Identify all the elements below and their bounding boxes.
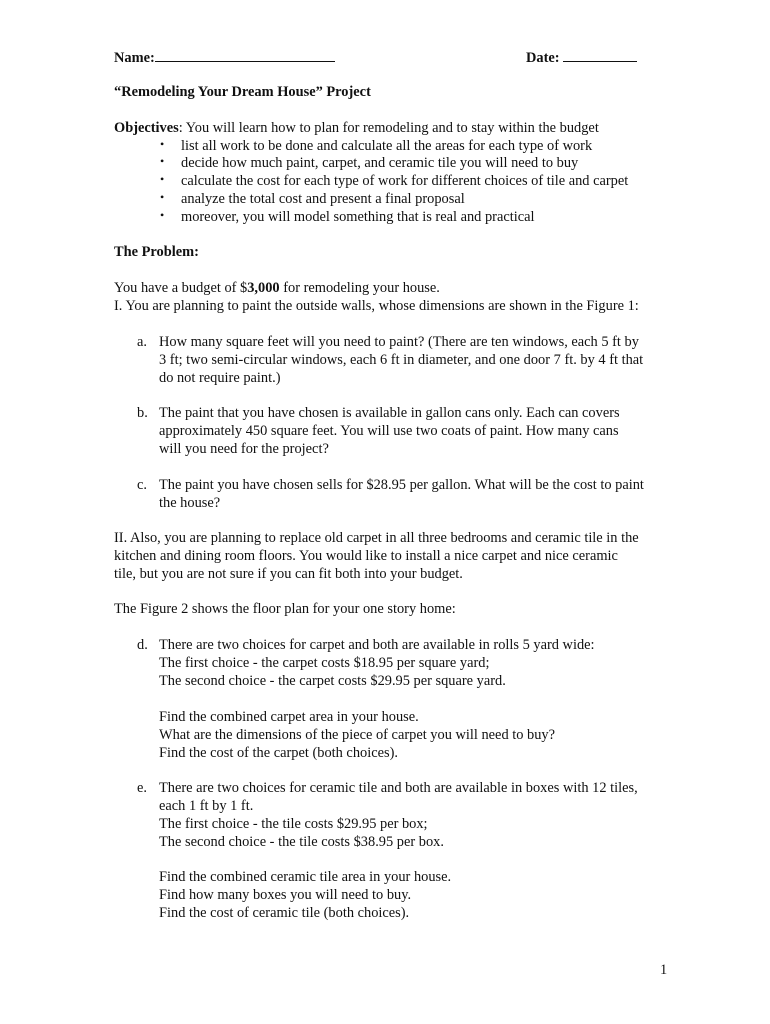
list-item: analyze the total cost and present a final proposal [181,191,465,207]
part2-line: II. Also, you are planning to replace old carpet in all three bedrooms and ceramic tile in the [114,530,639,546]
date-blank[interactable] [563,47,637,62]
list-item: decide how much paint, carpet, and ceramic tile you will need to buy [181,155,579,171]
name-field[interactable] [114,47,335,67]
budget-line [114,279,440,297]
problem-heading: The Problem: [114,244,199,260]
objectives-intro [114,119,599,137]
question-e-task: Find how many boxes you will need to buy. [159,887,412,903]
date-field[interactable] [526,47,637,67]
name-blank[interactable] [155,47,335,62]
question-d-line: There are two choices for carpet and both are available in rolls 5 yard wide: [159,637,595,653]
list-item: calculate the cost for each type of work for different choices of tile and carpet [181,173,629,189]
objectives-text: : You will learn how to plan for remodeling and to stay within the budget [178,120,599,136]
part1-intro: I. You are planning to paint the outside walls, whose dimensions are shown in the Figure 1: [114,298,639,314]
question-e-task: Find the cost of ceramic tile (both choices). [159,905,410,921]
question-a-line: 3 ft; two semi-circular windows, each 6 ft in diameter, and one door 7 ft. by 4 ft that [159,352,644,368]
question-d-task: What are the dimensions of the piece of carpet you will need to buy? [159,727,556,743]
question-d-marker: d. [137,637,148,653]
date-label: Date: [526,50,560,66]
document-title: “Remodeling Your Dream House” Project [114,84,371,100]
question-d-task: Find the cost of the carpet (both choices). [159,745,398,761]
question-a-line: do not require paint.) [159,370,281,386]
question-d-task: Find the combined carpet area in your house. [159,709,419,725]
question-e-line: The first choice - the tile costs $29.95 per box; [159,816,428,832]
question-e-task: Find the combined ceramic tile area in your house. [159,869,452,885]
question-e-line: There are two choices for ceramic tile and both are available in boxes with 12 tiles, [159,780,638,796]
objectives-label: Objectives [114,120,179,136]
budget-text-after: for remodeling your house. [279,280,440,296]
question-b-marker: b. [137,405,148,421]
question-c-line: the house? [159,495,221,511]
name-label: Name: [114,50,155,66]
bullet-icon: • [160,137,165,151]
budget-text-before: You have a budget of $ [114,280,248,296]
question-c-line: The paint you have chosen sells for $28.95 per gallon. What will be the cost to paint [159,477,644,493]
question-a-line: How many square feet will you need to paint? (There are ten windows, each 5 ft by [159,334,639,350]
question-e-line: The second choice - the tile costs $38.95 per box. [159,834,444,850]
question-b-line: will you need for the project? [159,441,329,457]
question-e-line: each 1 ft by 1 ft. [159,798,254,814]
budget-amount: 3,000 [247,280,280,296]
bullet-icon: • [160,172,165,186]
bullet-icon: • [160,208,165,222]
list-item: list all work to be done and calculate all the areas for each type of work [181,138,593,154]
part2-line: kitchen and dining room floors. You would like to install a nice carpet and nice ceramic [114,548,618,564]
part2-line: tile, but you are not sure if you can fit both into your budget. [114,566,463,582]
bullet-icon: • [160,154,165,168]
question-b-line: The paint that you have chosen is available in gallon cans only. Each can covers [159,405,620,421]
question-b-line: approximately 450 square feet. You will use two coats of paint. How many cans [159,423,619,439]
question-a-marker: a. [137,334,147,350]
page-number: 1 [660,962,668,978]
figure2-line: The Figure 2 shows the floor plan for your one story home: [114,601,456,617]
question-e-marker: e. [137,780,147,796]
bullet-icon: • [160,190,165,204]
question-d-line: The second choice - the carpet costs $29.95 per square yard. [159,673,506,689]
question-d-line: The first choice - the carpet costs $18.95 per square yard; [159,655,490,671]
question-c-marker: c. [137,477,147,493]
list-item: moreover, you will model something that is real and practical [181,209,535,225]
